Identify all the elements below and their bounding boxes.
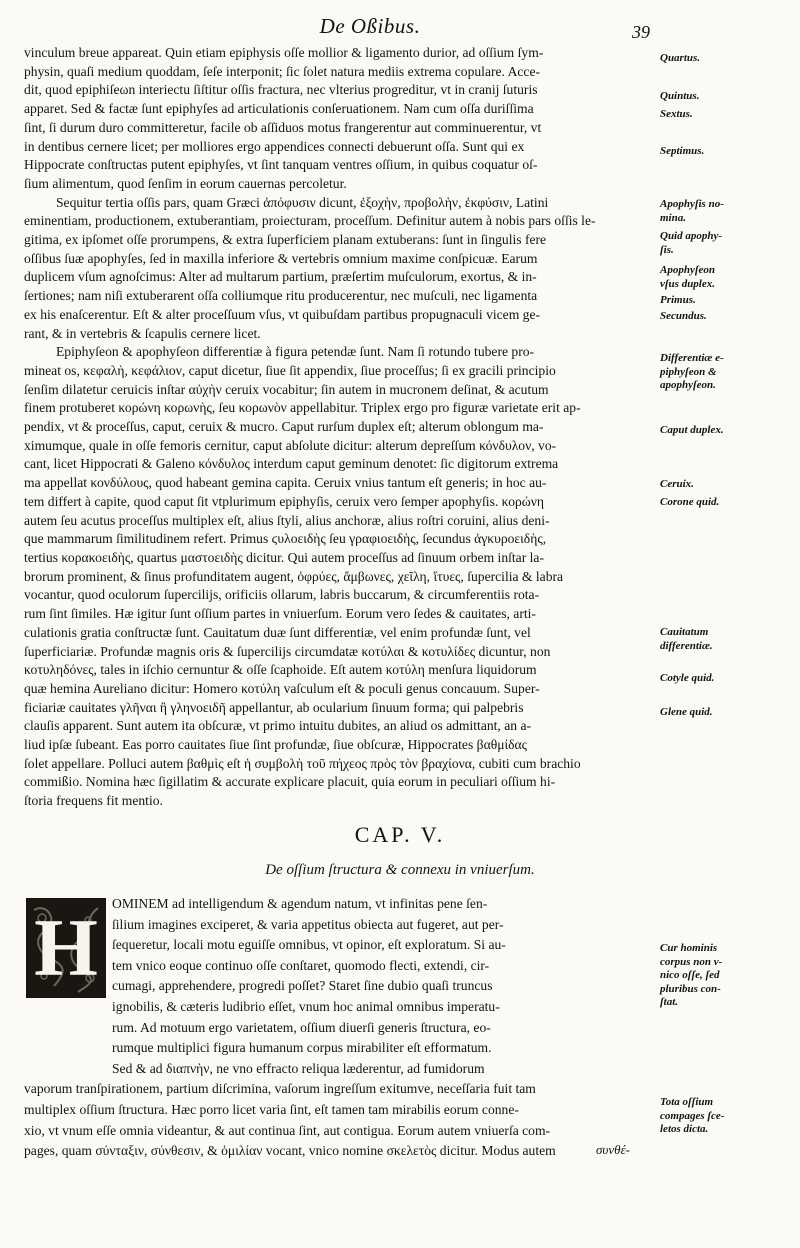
margin-note-text: apophyſeon. xyxy=(660,379,716,391)
text-line: liud ipſæ ſubeant. Eas porro cauitates ſiue ſint profundæ, ſiue obſcuræ, Hippocrates βαθμίδας xyxy=(24,737,528,753)
margin-note-text: Caput duplex. xyxy=(660,424,724,436)
margin-note-tota-ossium xyxy=(660,1096,794,1137)
text-line: rant, & in vertebris & ſcapulis cernere licet. xyxy=(24,325,261,341)
text-line: quæ hemina Aureliano dicitur: Homero κοτύλη vaſculum eſt & poculi genus concauum. Super- xyxy=(24,680,540,696)
margin-note-text: Septimus. xyxy=(660,145,705,157)
text-line: autem ſeu acutus proceſſus multiplex eſt, alius ſtyli, alius anchoræ, alius roſtri coruini, alius deni- xyxy=(24,512,550,528)
margin-note-text: Apophyſis no- xyxy=(660,198,724,210)
margin-note-text: Differentiæ e- xyxy=(660,352,724,364)
margin-note-text: Ceruix. xyxy=(660,478,694,490)
text-line: vaporum tranſpirationem, partium diſcrimina, vaſorum ingreſſum exitumve, neceſſaria fuit tam xyxy=(24,1081,536,1097)
text-line: in dentibus cernere licet; per molliores ergo appendices connecti debuerunt oſſa. Sunt qui ex xyxy=(24,138,525,154)
margin-note-primus xyxy=(660,294,794,308)
running-head: De Oßibus. xyxy=(319,14,421,38)
margin-note-text: compages ſce- xyxy=(660,1109,725,1122)
margin-note-cotyle xyxy=(660,672,794,686)
text-line: vinculum breue appareat. Quin etiam epiphysis oſſe mollior & ligamento durior, ad oſſium ſym- xyxy=(24,45,544,60)
catchword: συνθέ- xyxy=(596,1142,630,1157)
text-line: ſium alimentum, quod ſenſim in eorum cauernas percoletur. xyxy=(24,175,347,191)
margin-note-text: Primus. xyxy=(660,294,696,306)
text-line: xio, vt vnum eſſe omnia videantur, & aut continua ſint, aut contigua. Eorum autem vniuerſa com- xyxy=(24,1122,551,1138)
text-line: multiplex oſſium ſtructura. Hæc porro licet varia ſint, eſt tamen tam mirabilis eorum conne- xyxy=(24,1101,519,1117)
text-line: ſint, ſi durum duro committeretur, facile ob aſſiduos motus frangerentur aut comminuerentur, vt xyxy=(24,119,542,135)
margin-note-apophyseon-usus xyxy=(660,264,794,291)
margin-note-text: Quintus. xyxy=(660,90,700,102)
paragraph-start: Sequitur tertia oſſis pars, quam Græci ἀπόφυσιν dicunt, ἐξοχὴν, προβολὴν, ἐκφύσιν, Latini xyxy=(56,194,549,210)
text-line: rumque multiplici figura humanum corpus mirabiliter eſt efformatum. xyxy=(112,1040,492,1056)
text-line: duplicem vſum agnoſcimus: Alter ad multarum partium, præſertim muſculorum, exortus, & in- xyxy=(24,269,537,285)
margin-note-text: Quartus. xyxy=(660,52,701,64)
text-line: physin, quaſi medium quoddam, ſeſe interponit; ſic ſolet natura mediis extrema copulare. Acce- xyxy=(24,63,541,79)
text-line: tem differt à capite, quod caput ſit vtplurimum epiphyſis, ceruix vero ſemper apophyſis. κορώνη xyxy=(24,493,545,509)
margin-note-text: letos dicta. xyxy=(660,1123,709,1135)
margin-note-septimus xyxy=(660,145,794,159)
text-line: pages, quam σύνταξιν, σύνθεσιν, & ὁμιλίαν vocant, vnico nomine σκελετὸς dicitur. Modus autem xyxy=(24,1143,556,1159)
chapter-subtitle: De oſſium ſtructura & connexu in vniuerſum. xyxy=(265,862,535,878)
text-line: que mammarum ſimilitudinem refert. Primus ϛυλοειδὴς ſeu γραφιοειδὴς, ſecundus ἀγκυροειδὴς, xyxy=(24,531,547,547)
text-line: ſolet appellare. Polluci autem βαθμὶς eſt ἡ συμβολὴ τοῦ πήχεος πρὸς τὸν βραχίονα, cubiti cum brachio xyxy=(24,755,581,771)
margin-note-text: ſis. xyxy=(660,243,674,256)
margin-note-text: Tota oſſium xyxy=(660,1096,714,1108)
margin-note-sextus xyxy=(660,108,794,122)
text-line: gitima, ex ipſomet oſſe prorumpens, & extra ſuperficiem planam extuberans: ſunt in ſingulis fere xyxy=(24,232,547,248)
text-line: ſequeretur, locali motu eguiſſe omnibus, vt opinor, eſt exploratum. Si au- xyxy=(112,937,506,953)
text-line: culationis gratia conſtructæ ſunt. Cauitatum duæ ſunt differentiæ, vel enim profundæ ſunt, vel xyxy=(24,624,531,640)
margin-note-text: ſtat. xyxy=(660,996,679,1008)
text-line: ma appellat κονδύλους, quod habeant gemina capita. Ceruix vnius tantum eſt generis; in hoc au- xyxy=(24,475,547,491)
margin-note-quintus xyxy=(660,90,794,104)
margin-note-quid-apophysis xyxy=(660,230,794,257)
text-line: clauſis apparent. Sunt autem ita obſcuræ, vt primo intuitu dubites, an aliud os admittant, an a- xyxy=(24,718,532,734)
margin-note-text: nico oſſe, ſed xyxy=(660,969,720,981)
chapter-text xyxy=(24,894,656,1162)
margin-note-text: corpus non v- xyxy=(660,955,723,968)
margin-note-secundus xyxy=(660,310,794,324)
text-line: vocantur, quod oculorum ſupercilijs, orificiis ollarum, labris buccarum, & circumferentiis rota- xyxy=(24,587,540,603)
margin-note-glene xyxy=(660,706,794,720)
margin-note-text: pluribus con- xyxy=(660,982,721,995)
margin-note-apophysis-nomina xyxy=(660,198,794,225)
text-line: OMINEM ad intelligendum & agendum natum, vt infinitas pene ſen- xyxy=(112,896,488,911)
text-line: pendix, vt & proceſſus, caput, ceruix & mucro. Caput rurſum duplex eſt; alterum oblongum ma- xyxy=(24,419,544,435)
text-line: tertius κορακοειδὴς, quartus μαστοειδὴς dicitur. Qui autem proceſſus ad ſinuum orbem inſtar la- xyxy=(24,549,544,565)
text-line: apparet. Sed & factæ ſunt epiphyſes ad articulationis conſeruationem. Nam cum oſſa duriſſima xyxy=(24,101,534,117)
text-line: ignobilis, & cæteris ludibrio eſſet, vnum hoc animal omnibus imperatu- xyxy=(112,998,500,1014)
text-line: rum ſint ſimiles. Hæ igitur ſunt oſſium partes in vniuerſum. Eorum vero ſedes & cauitates, arti- xyxy=(24,606,536,622)
margin-note-quartus xyxy=(660,52,794,66)
margin-note-text: Sextus. xyxy=(660,108,693,120)
text-line: finem protuberet κορώνη κορωνὴς, ſeu κορωνὸν appellabitur. Triplex ergo pro figuræ varietate erit ap- xyxy=(24,400,581,416)
text-line: ficiariæ cauitates γλῆναι ἢ γληνοειδῆ appellantur, ab ocularium ſinuum forma; qui palpebris xyxy=(24,699,524,715)
margin-note-cur-hominis xyxy=(660,942,794,1010)
margin-note-text: Glene quid. xyxy=(660,706,713,718)
margin-note-text: Corone quid. xyxy=(660,496,720,508)
margin-note-text: piphyſeon & xyxy=(660,365,717,378)
margin-note-text: Secundus. xyxy=(660,310,707,322)
margin-note-text: mina. xyxy=(660,211,686,224)
paragraph-start: Epiphyſeon & apophyſeon differentiæ à figura petendæ ſunt. Nam ſi rotundo tubere pro- xyxy=(56,344,535,360)
text-line: κοτυληδόνες, tales in iſchio cernuntur & oſſe ſcaphoide. Eſt autem κοτύλη menſura liquidorum xyxy=(24,662,537,678)
text-line: cant, licet Hippocrati & Galeno κόνδυλος interdum caput geminum denotet: ſic digitorum extrema xyxy=(24,456,559,472)
text-line: dit, quod epiphiſeωn interiectu ſiſtitur oſſis fractura, nec vlterius progreditur, vt in cranij ſuturis xyxy=(24,82,538,98)
text-line: ſenſim dilatetur ceruicis inſtar αὐχὴν ceruix vocabitur; ſin autem in mucronem deſinat, & acutum xyxy=(24,381,549,397)
margin-note-cauitatum xyxy=(660,626,794,653)
text-line: Hippocrate conſtructas putent epiphyſes, vt ſint tanquam ventres oſſium, in quibus coquatur oſ- xyxy=(24,157,538,173)
margin-note-text: Cur hominis xyxy=(660,942,718,954)
text-line: ſtoria frequens fit mentio. xyxy=(24,793,163,809)
text-line: cumagi, apprehendere, progredi poſſet? Staret ſine dubio quaſi truncus xyxy=(112,978,493,994)
text-line: mineat os, κεφαλὴ, κεφάλιον, caput dicetur, ſiue ſit appendix, ſiue proceſſus; ſi ex gracili principio xyxy=(24,362,556,378)
text-line: ſilium imagines exciperet, & varia appetitus obiecta aut fugeret, aut per- xyxy=(112,916,504,932)
margin-note-differentiae xyxy=(660,352,794,393)
text-line: eminentiam, productionem, extuberantiam, proiecturam, proceſſum. Definitur autem à nobis pars oſſis le- xyxy=(24,213,596,229)
margin-note-text: Cotyle quid. xyxy=(660,672,715,684)
margin-note-text: Apophyſeon xyxy=(660,264,715,276)
page-number: 39 xyxy=(632,22,650,42)
text-line: ſuperficiariæ. Profundæ magnis oris & ſupercilijs circumdatæ κοτύλαι & κοτυλίδες dicuntur, non xyxy=(24,643,551,659)
text-line: Sed & ad διαπνὴν, ne vno effracto reliqua læderentur, ad fumidorum xyxy=(112,1060,485,1076)
text-line: rum. Ad motuum ergo varietatem, oſſium diuerſi generis ſtructura, eo- xyxy=(112,1019,491,1035)
margin-note-text: vſus duplex. xyxy=(660,277,715,290)
text-line: ſertiones; nam niſi extuberarent oſſa colliumque ritu producerentur, nec muſculi, nec ligamenta xyxy=(24,288,538,304)
margin-note-caput-duplex xyxy=(660,424,794,438)
chapter-heading: CAP. V. xyxy=(354,822,446,847)
margin-note-text: Cauitatum xyxy=(660,626,709,638)
text-line: tem vnico eoque continuo oſſe conſtaret, quomodo flecti, extendi, cir- xyxy=(112,957,490,973)
text-line: ximumque, quale in oſſe femoris cernitur, caput abſolute dicitur: alterum depreſſum κόνδυλον, vo- xyxy=(24,437,557,453)
margin-note-corone xyxy=(660,496,794,510)
dropcap-letter: H xyxy=(34,902,98,993)
margin-note-text: differentiæ. xyxy=(660,639,713,652)
margin-note-ceruix xyxy=(660,478,794,492)
margin-note-text: Quid apophy- xyxy=(660,230,723,242)
main-text xyxy=(24,44,656,811)
text-line: oſſibus ſuæ apophyſes, ſed in maxilla inferiore & vertebris omnium maxime conſpicuæ. Earum xyxy=(24,250,538,266)
text-line: brorum prominent, & ſinus profunditatem augent, ὀφρύες, ἄμβωνες, χεῖλη, ἴτυες, ſupercilia & labra xyxy=(24,568,564,584)
text-line: commißio. Nomina hæc ſigillatim & accurate explicare placuit, quia eorum in peculiari oſſium hi- xyxy=(24,774,556,790)
text-line: ex his enaſcerentur. Eſt & alter proceſſuum vſus, vt quibuſdam partibus propugnaculi vicem ge- xyxy=(24,306,541,322)
